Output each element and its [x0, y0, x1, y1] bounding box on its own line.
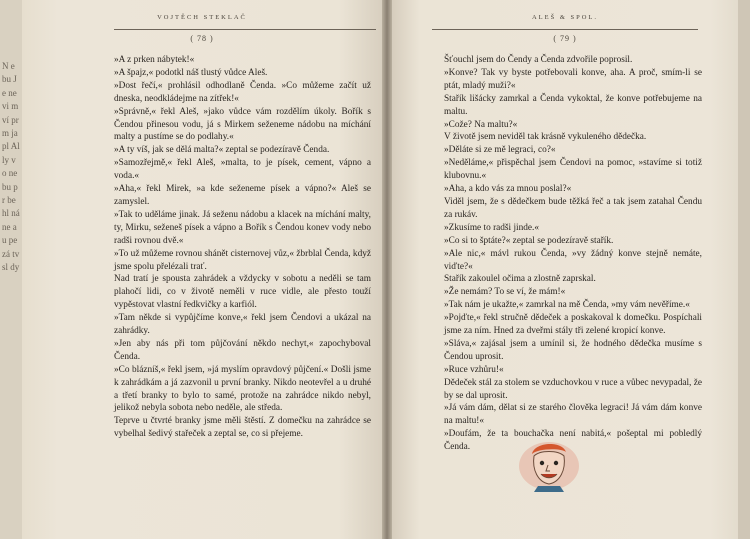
paragraph: »Co blázníš,« řekl jsem, »já myslím opravdový půjčení.« Došli jsme k zahrádkám a já zazvonil u první branky. Nikdo neotevřel a u druhé a třetí branky to bylo to samé, protože na zahrádce nikdo nebyl, jelikož nebyla sobota nebo neděle, ale středa. — [114, 364, 371, 414]
paragraph: »Konve? Tak vy byste potřebovali konve, aha. A proč, smím-li se ptát, mladý muži?« — [444, 67, 702, 91]
paragraph: »A ty víš, jak se dělá malta?« zeptal se podezíravě Čenda. — [114, 145, 330, 156]
paragraph: »Tak nám je ukažte,« zamrkal na mě Čenda, »my vám nevěříme.« — [444, 300, 690, 311]
page-number-right: ( 79 ) — [553, 34, 577, 43]
page-block-edge — [738, 0, 750, 539]
paragraph: »Nedělámе,« přispěchal jsem Čendovi na pomoc, »stavíme si totiž klubovnu.« — [444, 158, 702, 182]
paragraph: Dědeček stál za stolem se vzduchovkou v ruce a vůbec nevypadal, že by se dal uprosit. — [444, 377, 702, 401]
paragraph: »Tak to uděláme jinak. Já seženu nádobu a klacek na míchání malty, ty, Mirku, seženeš písek a vápno a Bořík s Čendou konev vody nebo radši rovnou dvě.« — [114, 209, 371, 246]
paragraph: Viděl jsem, že s dědečkem bude těžká řeč a tak jsem zatahal Čendu za rukáv. — [444, 196, 702, 220]
paragraph: »Já vám dám, dělat si ze starého člověka legraci! Já vám dám konve na maltu!« — [444, 403, 702, 427]
previous-page-text: N e bu Je ne vi m ví pr m ja pl Al ly vo ne bu pr be hl ná ne au pe zá tv sl dy — [2, 61, 20, 273]
paragraph: »A špajz,« podotkl náš tlustý vůdce Aleš. — [114, 67, 268, 78]
right-page-text — [444, 54, 702, 454]
boy-face-illustration — [518, 436, 580, 492]
page-number-left: ( 78 ) — [190, 34, 214, 43]
previous-page-edge — [0, 0, 22, 539]
paragraph: »Co si to šptáte?« zeptal se podezíravě stařík. — [444, 235, 614, 246]
paragraph: »Doufám, že ta bouchačka není nabitá,« pošeptal mi pobledlý Čenda. — [444, 429, 702, 453]
paragraph: »Jen aby nás při tom půjčování někdo nechyt,« zapochyboval Čenda. — [114, 338, 371, 362]
paragraph: »Dost řečí,« prohlásil odhodlaně Čenda. »Co můžeme začít už dneska, neodkládejme na zítřek!« — [114, 80, 371, 104]
paragraph: »A z prken nábytek!« — [114, 55, 195, 65]
paragraph: »Pojďte,« řekl stručně dědeček a poskakoval k domečku. Pospíchali jsme za ním. Hned za dveřmi stály tři zelené kropicí konve. — [444, 313, 702, 337]
book-gutter — [382, 0, 392, 539]
paragraph: Šťouchl jsem do Čendy a Čenda zdvořile poprosil. — [444, 55, 633, 65]
paragraph: Stařík zakoulel očima a zlostně zaprskal. — [444, 274, 596, 285]
paragraph: »Samozřejmě,« řekl Aleš, »malta, to je písek, cement, vápno a voda.« — [114, 158, 371, 182]
paragraph: »Děláte si ze mě legraci, co?« — [444, 145, 556, 156]
paragraph: »Sláva,« zajásal jsem a umínil si, že hodného dědečka musíme s Čendou uprosit. — [444, 338, 702, 362]
paragraph: Stařík lišácky zamrkal a Čenda vykoktal, že konve potřebujeme na maltu. — [444, 93, 702, 117]
paragraph: »Že nemám? To se ví, že mám!« — [444, 287, 566, 298]
left-page — [22, 0, 382, 539]
paragraph: Nad tratí je spousta zahrádek a vždycky v sobotu a neděli se tam plahočí lidi, co v životě neměli v ruce vidle, ale přesto touží vypěstovat vlastní ředkvičky a karfiól. — [114, 274, 371, 311]
paragraph: »Aha, a kdo vás za mnou poslal?« — [444, 184, 572, 195]
header-rule-left — [114, 29, 376, 30]
left-page-text — [114, 54, 371, 441]
paragraph: V životě jsem neviděl tak krásně vykuleného dědečka. — [444, 132, 647, 143]
paragraph: »Aha,« řekl Mirek, »a kde seženeme písek a vápno?« Aleš se zamyslel. — [114, 184, 371, 207]
header-rule-right — [432, 29, 698, 30]
paragraph: »Tam někde si vypůjčíme konve,« řekl jsem Čendovi a ukázal na zahrádky. — [114, 313, 371, 337]
running-header-left: VOJTĚCH STEKLAČ — [157, 14, 247, 21]
paragraph: »Ale nic,« mávl rukou Čenda, »vy žádný konve stejně nemáte, viďte?« — [444, 248, 702, 272]
paragraph: »Správně,« řekl Aleš, »jako vůdce vám rozdělím úkoly. Bořík s Čendou přinesou vodu, já s Mirkem seženeme nádobu na míchání malty a pustíme se do podlahy.« — [114, 106, 371, 143]
paragraph: Teprve u čtvrté branky jsme měli štěstí. Z domečku na zahrádce se vybelhal šedivý stařeček a zeptal se, co si přejeme. — [114, 416, 371, 440]
running-header-right: ALEŠ & SPOL. — [531, 14, 599, 21]
right-page — [392, 0, 738, 539]
paragraph: »Ruce vzhůru!« — [444, 364, 504, 375]
paragraph: »Zkusíme to radši jinde.« — [444, 222, 540, 233]
paragraph: »Cože? Na maltu?« — [444, 119, 518, 130]
paragraph: »To už můžeme rovnou shánět cisternovej vůz,« žbrblal Čenda, když jsme spolu přelézali trať. — [114, 248, 371, 272]
